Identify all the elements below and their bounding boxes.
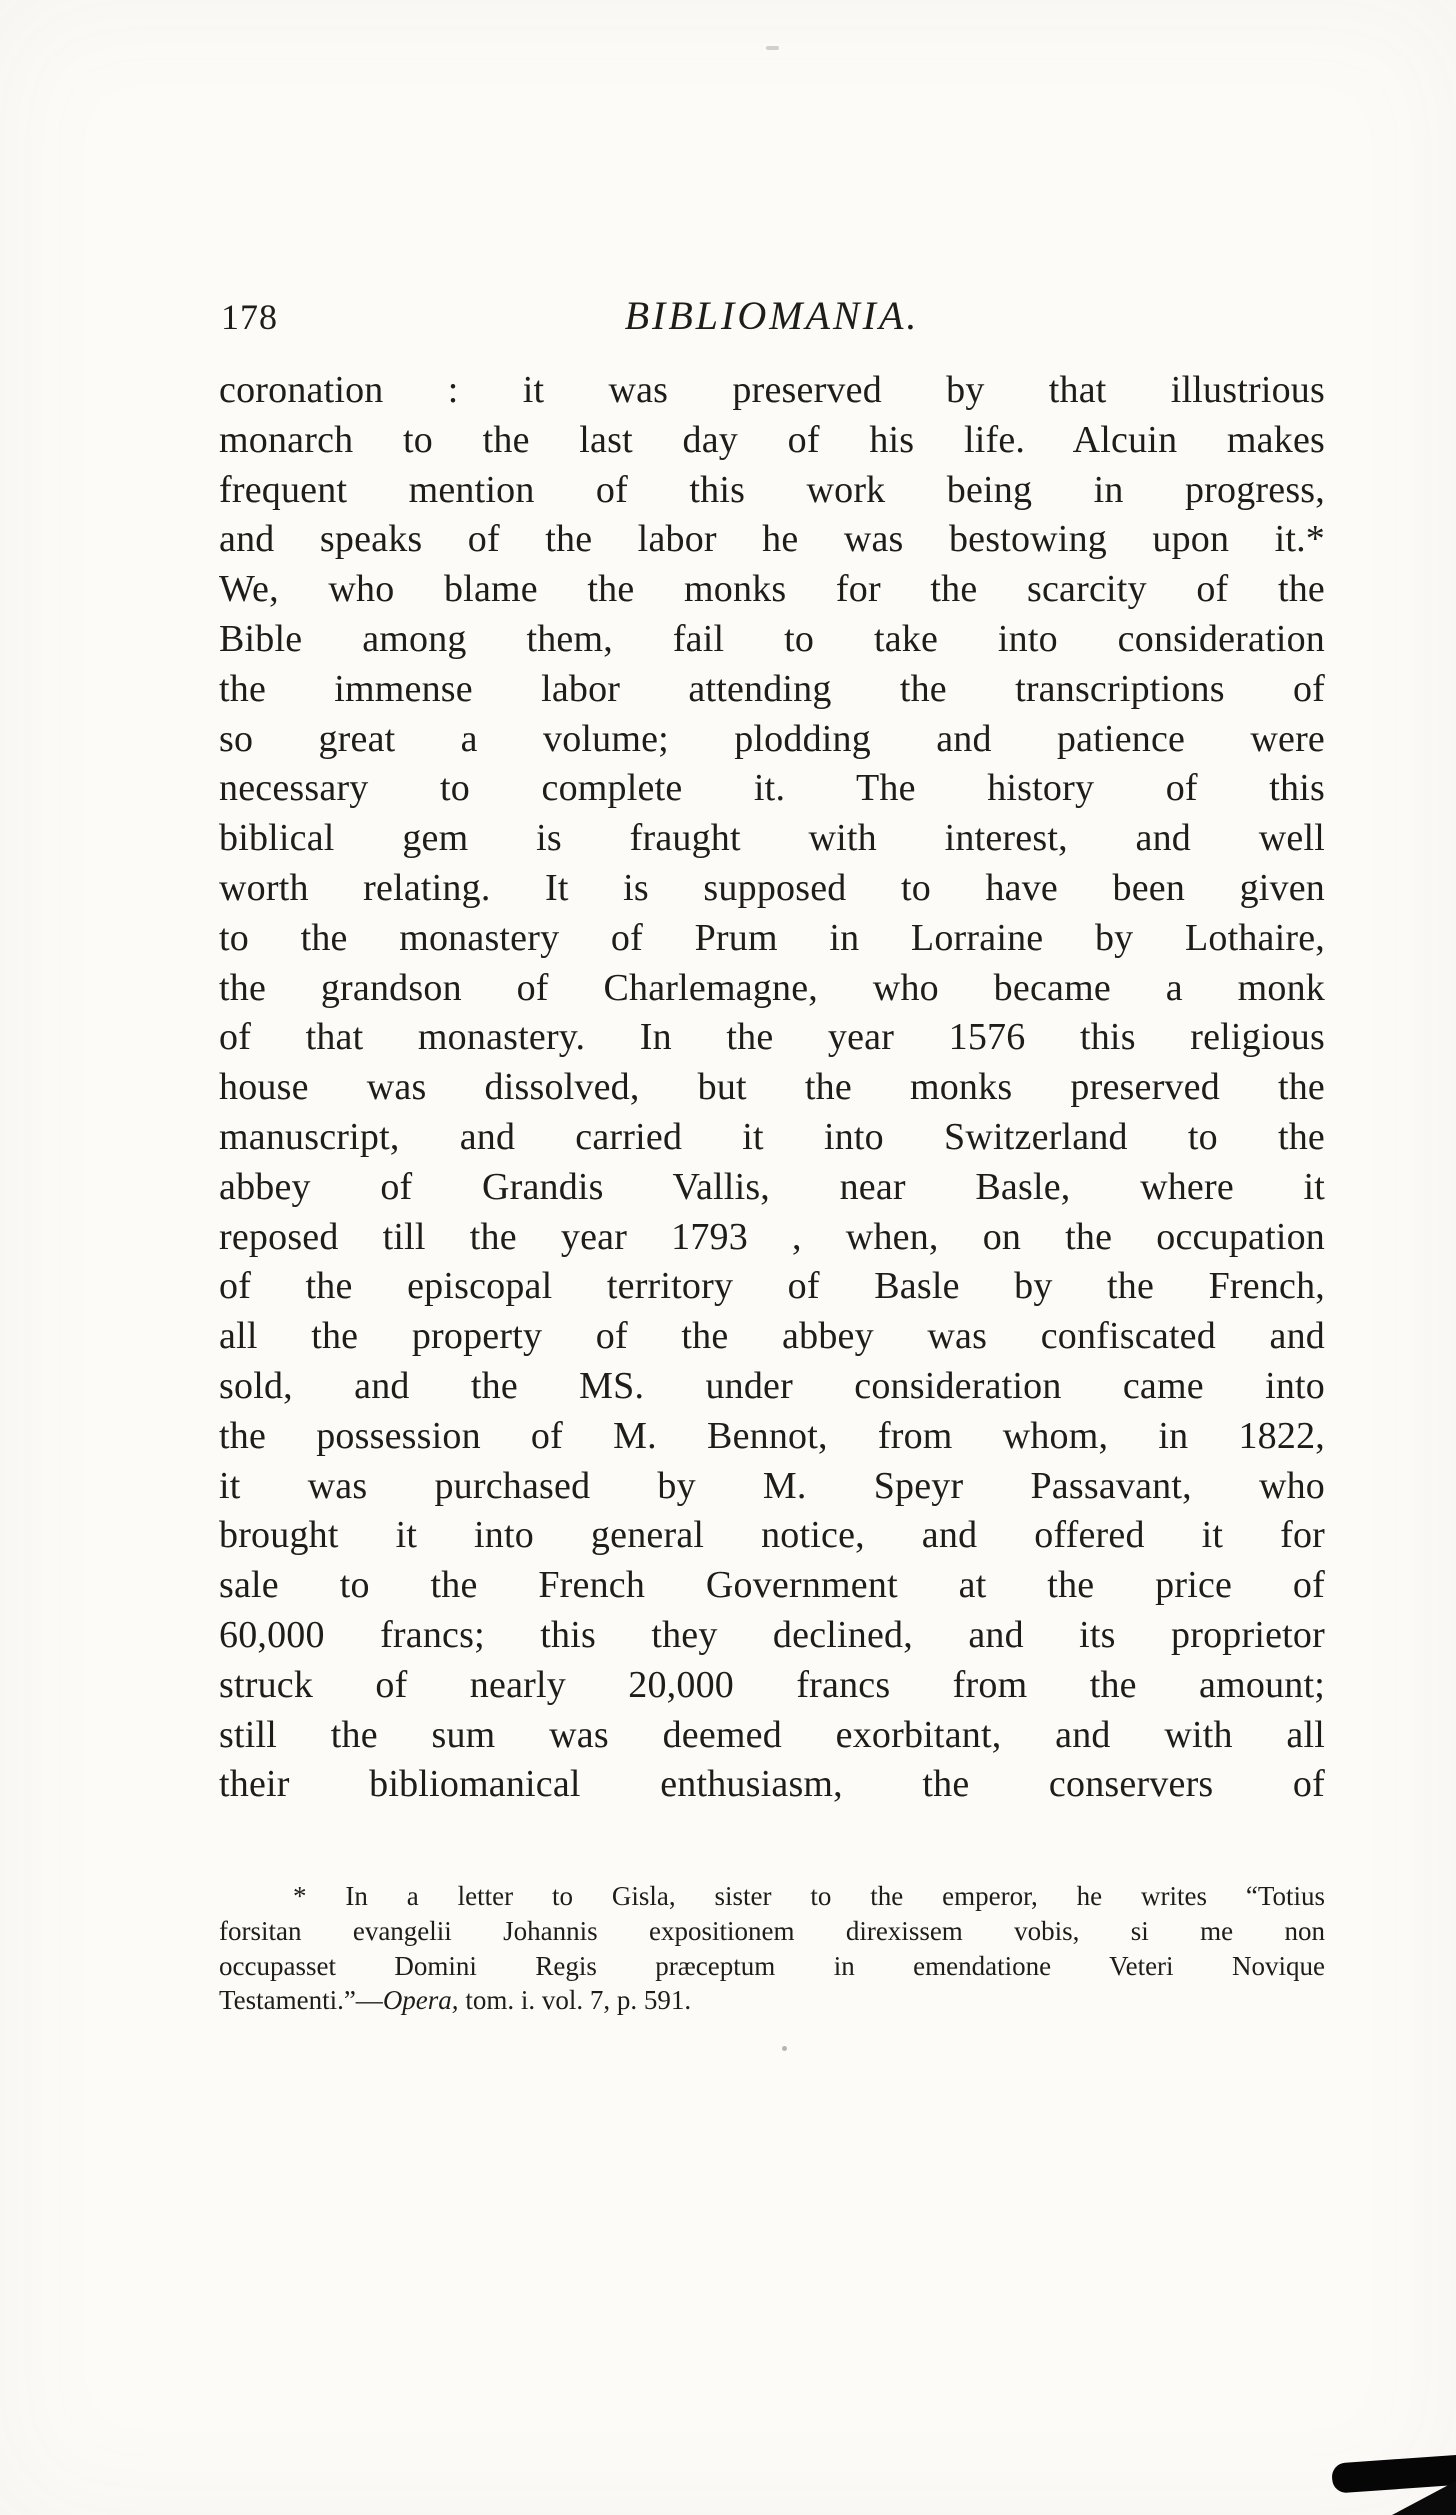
body-line: coronation : it was preserved by that illustrious	[219, 369, 1325, 411]
body-line: of that monastery. In the year 1576 this religious	[219, 1016, 1325, 1059]
body-line: it was purchased by M. Speyr Passavant, who	[219, 1464, 1325, 1507]
body-line: and speaks of the labor he was bestowing upon it.*	[219, 518, 1325, 561]
body-line: abbey of Grandis Vallis, near Basle, where it	[219, 1165, 1325, 1208]
running-title: BIBLIOMANIA.	[624, 293, 920, 338]
body-line: so great a volume; plodding and patience were	[219, 717, 1325, 760]
body-text	[219, 366, 1325, 1810]
body-line: to the monastery of Prum in Lorraine by Lothaire,	[219, 916, 1325, 959]
footnote	[219, 1879, 1325, 2018]
footnote-line	[219, 1949, 1325, 1984]
body-line: of the episcopal territory of Basle by the French,	[219, 1265, 1325, 1308]
scan-corner-smudge-artifact	[1331, 2454, 1456, 2493]
body-line: 60,000 francs; this they declined, and its proprietor	[219, 1613, 1325, 1656]
body-line: struck of nearly 20,000 francs from the amount;	[219, 1663, 1325, 1706]
body-line: sale to the French Government at the price of	[219, 1564, 1325, 1607]
body-line: We, who blame the monks for the scarcity of the	[219, 568, 1325, 611]
footnote-text-segment: occupasset Domini Regis præceptum in emendatione Veteri Novique	[219, 1950, 1325, 1981]
body-line: monarch to the last day of his life. Alcuin makes	[219, 418, 1325, 461]
footnote-text-segment: forsitan evangelii Johannis expositionem direxissem vobis, si me non	[219, 1915, 1325, 1946]
footnote-line	[219, 1879, 1325, 1914]
body-line: manuscript, and carried it into Switzerland to the	[219, 1115, 1325, 1158]
body-line: all the property of the abbey was confiscated and	[219, 1315, 1325, 1358]
page-number: 178	[221, 297, 278, 337]
footnote-italic-segment: Opera,	[382, 1985, 459, 2016]
footnote-line	[219, 1914, 1325, 1949]
body-line: sold, and the MS. under consideration came into	[219, 1364, 1325, 1407]
body-line: Bible among them, fail to take into consideration	[219, 617, 1325, 660]
ink-smudge-top-artifact	[766, 46, 779, 50]
footnote-text-segment: Testamenti.”—	[219, 1985, 383, 2016]
body-line: brought it into general notice, and offered it for	[219, 1514, 1325, 1557]
body-line: reposed till the year 1793 , when, on the occupation	[219, 1215, 1325, 1258]
page-header	[219, 292, 1325, 344]
footnote-text-segment: tom. i. vol. 7, p. 591.	[458, 1985, 692, 2016]
body-line: the possession of M. Bennot, from whom, in 1822,	[219, 1414, 1325, 1457]
footnote-text-segment: * In a letter to Gisla, sister to the emperor, he writes “Totius	[293, 1881, 1325, 1911]
body-line: house was dissolved, but the monks preserved the	[219, 1066, 1325, 1109]
body-line: worth relating. It is supposed to have been given	[219, 866, 1325, 909]
body-line: necessary to complete it. The history of this	[219, 767, 1325, 810]
body-line: biblical gem is fraught with interest, and well	[219, 817, 1325, 860]
footnote-line	[219, 1983, 1325, 2018]
body-line: the immense labor attending the transcriptions of	[219, 667, 1325, 710]
body-line: their bibliomanical enthusiasm, the conservers of	[219, 1763, 1325, 1806]
body-line: frequent mention of this work being in progress,	[219, 468, 1325, 511]
ink-dot-artifact	[782, 2046, 787, 2051]
body-line: the grandson of Charlemagne, who became a monk	[219, 966, 1325, 1009]
body-line: still the sum was deemed exorbitant, and with all	[219, 1713, 1325, 1756]
